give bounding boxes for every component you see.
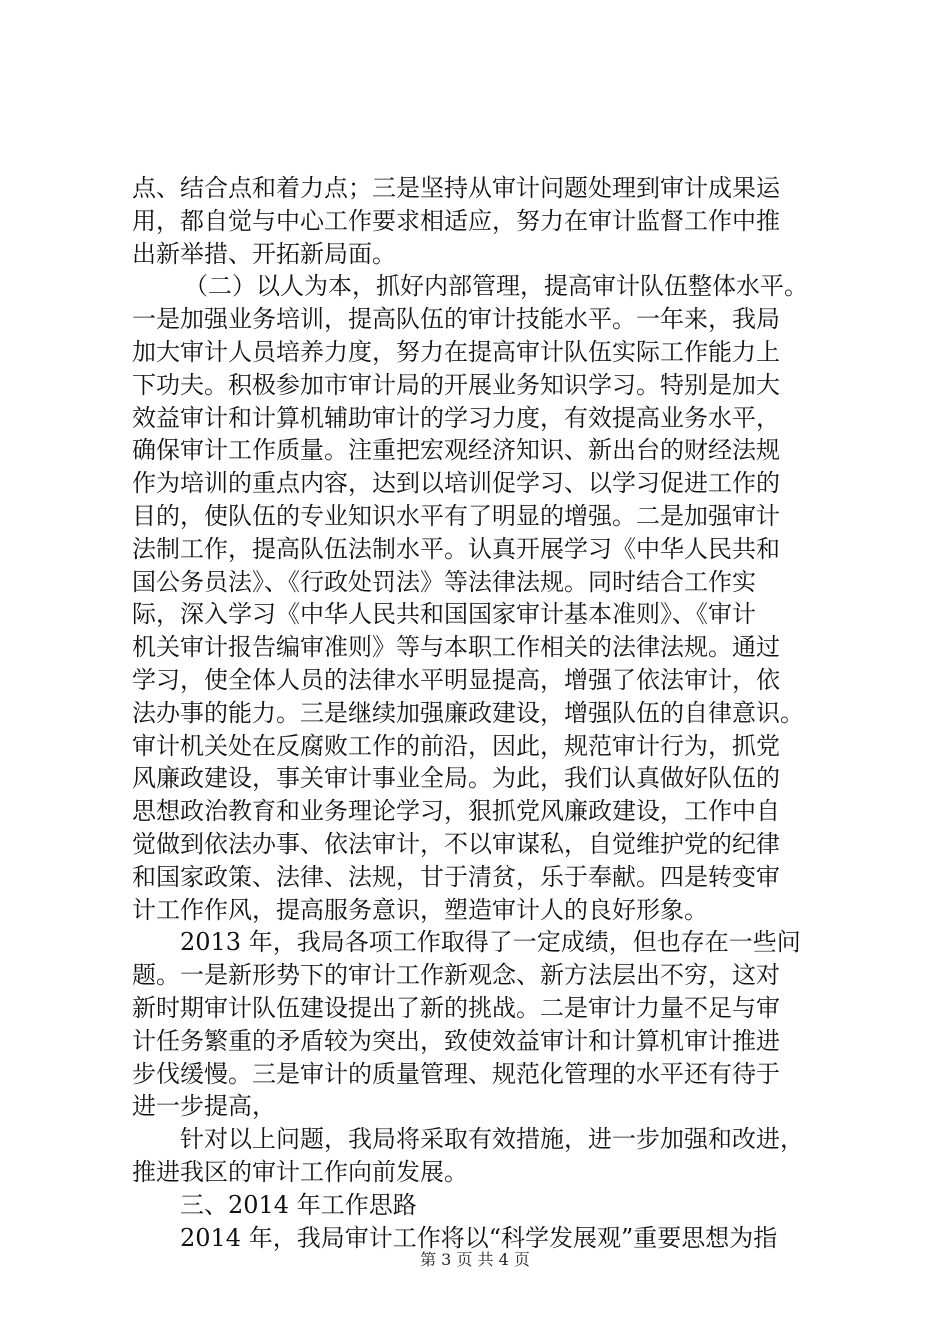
text-line: 2013 年，我局各项工作取得了一定成绩，但也存在一些问	[180, 928, 801, 957]
text-line: 目的，使队伍的专业知识水平有了明显的增强。二是加强审计	[132, 501, 780, 530]
text-line: 国公务员法》、《行政处罚法》等法律法规。同时结合工作实	[132, 567, 756, 596]
text-line: 审计机关处在反腐败工作的前沿，因此，规范审计行为，抓党	[132, 731, 780, 760]
text-line: 和国家政策、法律、法规，甘于清贫，乐于奉献。四是转变审	[132, 862, 780, 891]
text-line: 觉做到依法办事、依法审计，不以审谋私，自觉维护党的纪律	[132, 829, 780, 858]
text-line: 推进我区的审计工作向前发展。	[132, 1157, 468, 1186]
text-line: 下功夫。积极参加市审计局的开展业务知识学习。特别是加大	[132, 370, 780, 399]
page-footer: 第 3 页 共 4 页	[420, 1250, 530, 1269]
text-line: 机关审计报告编审准则》等与本职工作相关的法律法规。通过	[132, 633, 780, 662]
text-line: 计工作作风，提高服务意识，塑造审计人的良好形象。	[132, 895, 708, 924]
text-line: 针对以上问题，我局将采取有效措施，进一步加强和改进，	[180, 1125, 804, 1154]
text-line: 法制工作，提高队伍法制水平。认真开展学习《中华人民共和	[132, 534, 780, 563]
text-line: 作为培训的重点内容，达到以培训促学习、以学习促进工作的	[132, 469, 780, 498]
text-line: 法办事的能力。三是继续加强廉政建设，增强队伍的自律意识。	[132, 698, 804, 727]
text-line: 思想政治教育和业务理论学习，狠抓党风廉政建设，工作中自	[132, 797, 780, 826]
text-line: 一是加强业务培训，提高队伍的审计技能水平。一年来，我局	[132, 305, 780, 334]
text-line: 2014 年，我局审计工作将以“科学发展观”重要思想为指	[180, 1223, 778, 1252]
text-line: 题。一是新形势下的审计工作新观念、新方法层出不穷，这对	[132, 961, 780, 990]
text-line: 进一步提高，	[132, 1092, 276, 1121]
text-line: 学习，使全体人员的法律水平明显提高，增强了依法审计，依	[132, 665, 780, 694]
text-line: 用，都自觉与中心工作要求相适应，努力在审计监督工作中推	[132, 206, 780, 235]
text-line: 际，深入学习《中华人民共和国国家审计基本准则》、《审计	[132, 600, 756, 629]
text-line: 风廉政建设，事关审计事业全局。为此，我们认真做好队伍的	[132, 764, 780, 793]
text-line: 新时期审计队伍建设提出了新的挑战。二是审计力量不足与审	[132, 993, 780, 1022]
text-line: 计任务繁重的矛盾较为突出，致使效益审计和计算机审计推进	[132, 1026, 780, 1055]
text-line: 出新举措、开拓新局面。	[132, 239, 396, 268]
text-line: 效益审计和计算机辅助审计的学习力度，有效提高业务水平，	[132, 403, 780, 432]
text-line: 确保审计工作质量。注重把宏观经济知识、新出台的财经法规	[132, 436, 780, 465]
body-text	[132, 172, 852, 1254]
text-line: 步伐缓慢。三是审计的质量管理、规范化管理的水平还有待于	[132, 1059, 780, 1088]
text-line: （二）以人为本，抓好内部管理，提高审计队伍整体水平。	[184, 272, 808, 301]
text-line: 三、2014 年工作思路	[180, 1190, 417, 1219]
text-line: 点、结合点和着力点；三是坚持从审计问题处理到审计成果运	[132, 174, 780, 202]
text-line: 加大审计人员培养力度，努力在提高审计队伍实际工作能力上	[132, 337, 780, 366]
